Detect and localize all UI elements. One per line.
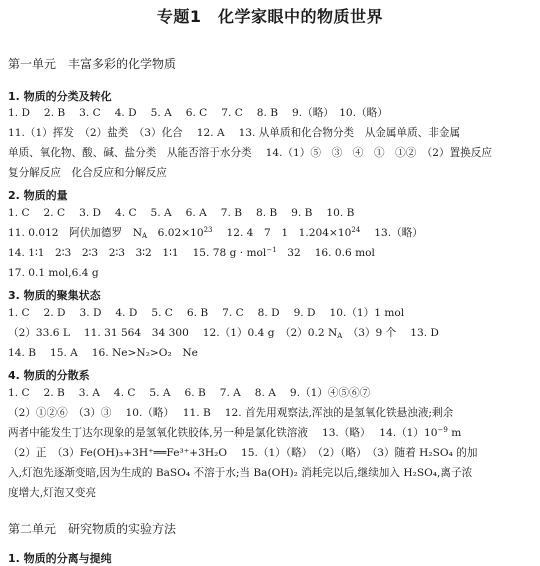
answer-line: 11.（1）挥发 （2）盐类 （3）化合 12. A 13. 从单质和化合物分类 从金属单质、非金属 xyxy=(8,127,461,139)
answer-line: 14. B 15. A 16. Ne>N₂>O₂ Ne xyxy=(8,347,198,359)
answer-line: 14. 1∶1 2∶3 2∶3 2∶3 3∶2 1∶1 15. 78 g · mol$^{-1}$ 32 16. 0.6 mol xyxy=(8,246,375,259)
answer-line: （2）33.6 L 11. 31 564 34 300 12.（1）0.4 g （2）0.2 $N_A$ （3）9 个 13. D xyxy=(8,327,439,340)
unit-2-heading: 第二单元 研究物质的实验方法 xyxy=(8,522,177,536)
answer-line: 单质、氧化物、酸、碱、盐分类 从能否溶于水分类 14.（1）⑤ ③ ④ ① ①② （2）置换反应 xyxy=(8,147,492,159)
answer-line: 17. 0.1 mol,6.4 g xyxy=(8,267,99,279)
answer-line: 复分解反应 化合反应和分解反应 xyxy=(8,167,167,179)
answer-line: （2）①②⑥ （3）③ 10.（略） 11. B 12. 首先用观察法,浑浊的是氢氧化铁悬浊液;剩余 xyxy=(8,407,454,419)
page-title: 专题1 化学家眼中的物质世界 xyxy=(156,7,384,26)
answer-line: （2）正 （3）Fe(OH)₃+3H⁺══Fe³⁺+3H₂O 15.（1）（略） （2）（略） （3）随着 H₂SO₄ 的加 xyxy=(8,447,478,459)
answer-line: 1. C 2. D 3. D 4. D 5. C 6. B 7. C 8. D 9. D 10.（1）1 mol xyxy=(8,307,405,319)
section-3-heading: 3. 物质的聚集状态 xyxy=(8,289,101,302)
section-2-heading: 2. 物质的量 xyxy=(8,189,68,202)
section-4-heading: 4. 物质的分散系 xyxy=(8,369,90,382)
answer-line: 1. C 2. B 3. A 4. C 5. A 6. B 7. A 8. A 9.（1）④⑤⑥⑦ xyxy=(8,387,371,399)
answer-line: 两者中能发生丁达尔现象的是氢氧化铁胶体,另一种是氯化铁溶液 13.（略） $14.(1)10^{-9}$ m xyxy=(8,426,462,439)
answer-line: 度增大,灯泡又变亮 xyxy=(8,487,97,499)
answer-line: 11. 0.012 阿伏加德罗 $N_A$ $6.02\times 10^{23}$ 12. 4 7 1 $1.204\times 10^{24}$ 13.（略） xyxy=(8,226,423,240)
answer-line: 入,灯泡先逐渐变暗,因为生成的 BaSO₄ 不溶于水;当 Ba(OH)₂ 消耗完以后,继续加入 H₂SO₄,离子浓 xyxy=(8,467,473,479)
unit-2-section-1-heading: 1. 物质的分离与提纯 xyxy=(8,552,112,565)
answer-line: 1. C 2. C 3. D 4. C 5. A 6. A 7. B 8. B 9. B 10. B xyxy=(8,207,355,219)
unit-1-heading: 第一单元 丰富多彩的化学物质 xyxy=(8,57,177,71)
answer-line: 1. D 2. B 3. C 4. D 5. A 6. C 7. C 8. B 9.（略） 10.（略） xyxy=(8,107,388,119)
section-1-heading: 1. 物质的分类及转化 xyxy=(8,90,112,103)
